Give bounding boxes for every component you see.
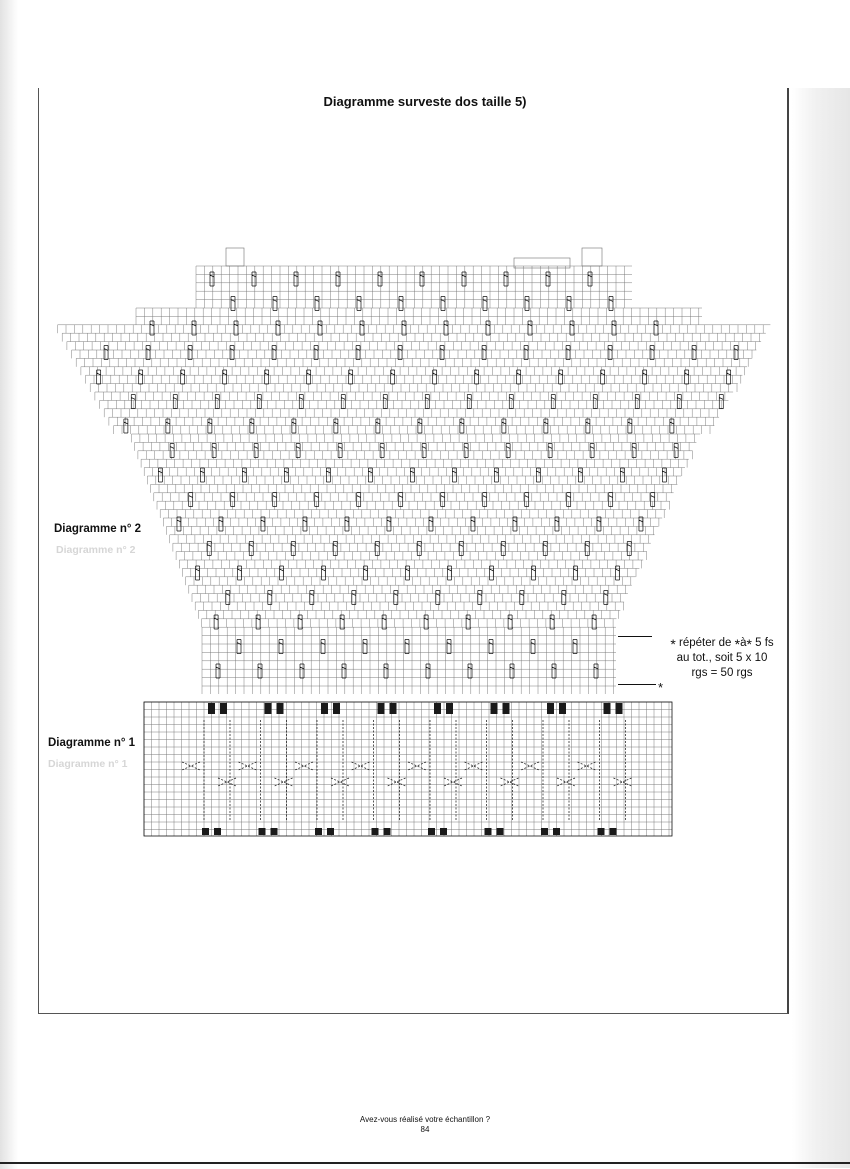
filled-cell — [202, 828, 209, 835]
filled-cell — [491, 703, 498, 714]
filled-cell — [220, 703, 227, 714]
filled-cell — [259, 828, 266, 835]
diagram-2-top-block — [226, 248, 244, 266]
footer — [0, 1115, 850, 1135]
page-edge — [0, 1162, 850, 1164]
diagram-2-top-block — [582, 248, 602, 266]
filled-cell — [598, 828, 605, 835]
filled-cell — [610, 828, 617, 835]
filled-cell — [208, 703, 215, 714]
filled-cell — [559, 703, 566, 714]
filled-cell — [265, 703, 272, 714]
filled-cell — [485, 828, 492, 835]
diagram-2-cable-motifs — [97, 272, 738, 678]
page-title: Diagramme surveste dos taille 5) — [323, 94, 527, 109]
filled-cell — [384, 828, 391, 835]
filled-cell — [327, 828, 334, 835]
repeat-note-line-3: rgs = 50 rgs — [691, 667, 753, 679]
filled-cell — [333, 703, 340, 714]
filled-cell — [378, 703, 385, 714]
show-through-text: Diagramme n° 2 — [56, 544, 136, 556]
filled-cell — [503, 703, 510, 714]
filled-cell — [277, 703, 284, 714]
diagram-1-border — [144, 702, 672, 836]
filled-cell — [315, 828, 322, 835]
repeat-note-line-2: au tot., soit 5 x 10 — [676, 652, 768, 664]
diagram-2-label: Diagramme n° 2 — [54, 523, 142, 535]
filled-cell — [214, 828, 221, 835]
page-number: 84 — [420, 1125, 430, 1134]
filled-cell — [428, 828, 435, 835]
filled-cell — [547, 703, 554, 714]
filled-cell — [604, 703, 611, 714]
filled-cell — [434, 703, 441, 714]
diagram-1-grid — [144, 702, 672, 836]
repeat-end-line — [618, 684, 656, 685]
filled-cell — [497, 828, 504, 835]
diagram-1-label: Diagramme n° 1 — [48, 737, 136, 749]
repeat-note — [652, 634, 792, 681]
filled-cell — [446, 703, 453, 714]
repeat-note-line-1: * répéter de *à* 5 fs — [670, 636, 774, 652]
filled-cell — [390, 703, 397, 714]
filled-cell — [372, 828, 379, 835]
diagram-2-top-block — [514, 258, 570, 268]
repeat-end-star: * — [658, 680, 664, 695]
filled-cell — [321, 703, 328, 714]
filled-cell — [616, 703, 623, 714]
footer-question: Avez-vous réalisé votre échantillon ? — [359, 1115, 491, 1124]
filled-cell — [541, 828, 548, 835]
filled-cell — [440, 828, 447, 835]
show-through-text: Diagramme n° 1 — [48, 758, 128, 770]
filled-cell — [553, 828, 560, 835]
diagram-2-grid — [58, 266, 771, 694]
repeat-start-line — [618, 636, 652, 637]
filled-cell — [271, 828, 278, 835]
